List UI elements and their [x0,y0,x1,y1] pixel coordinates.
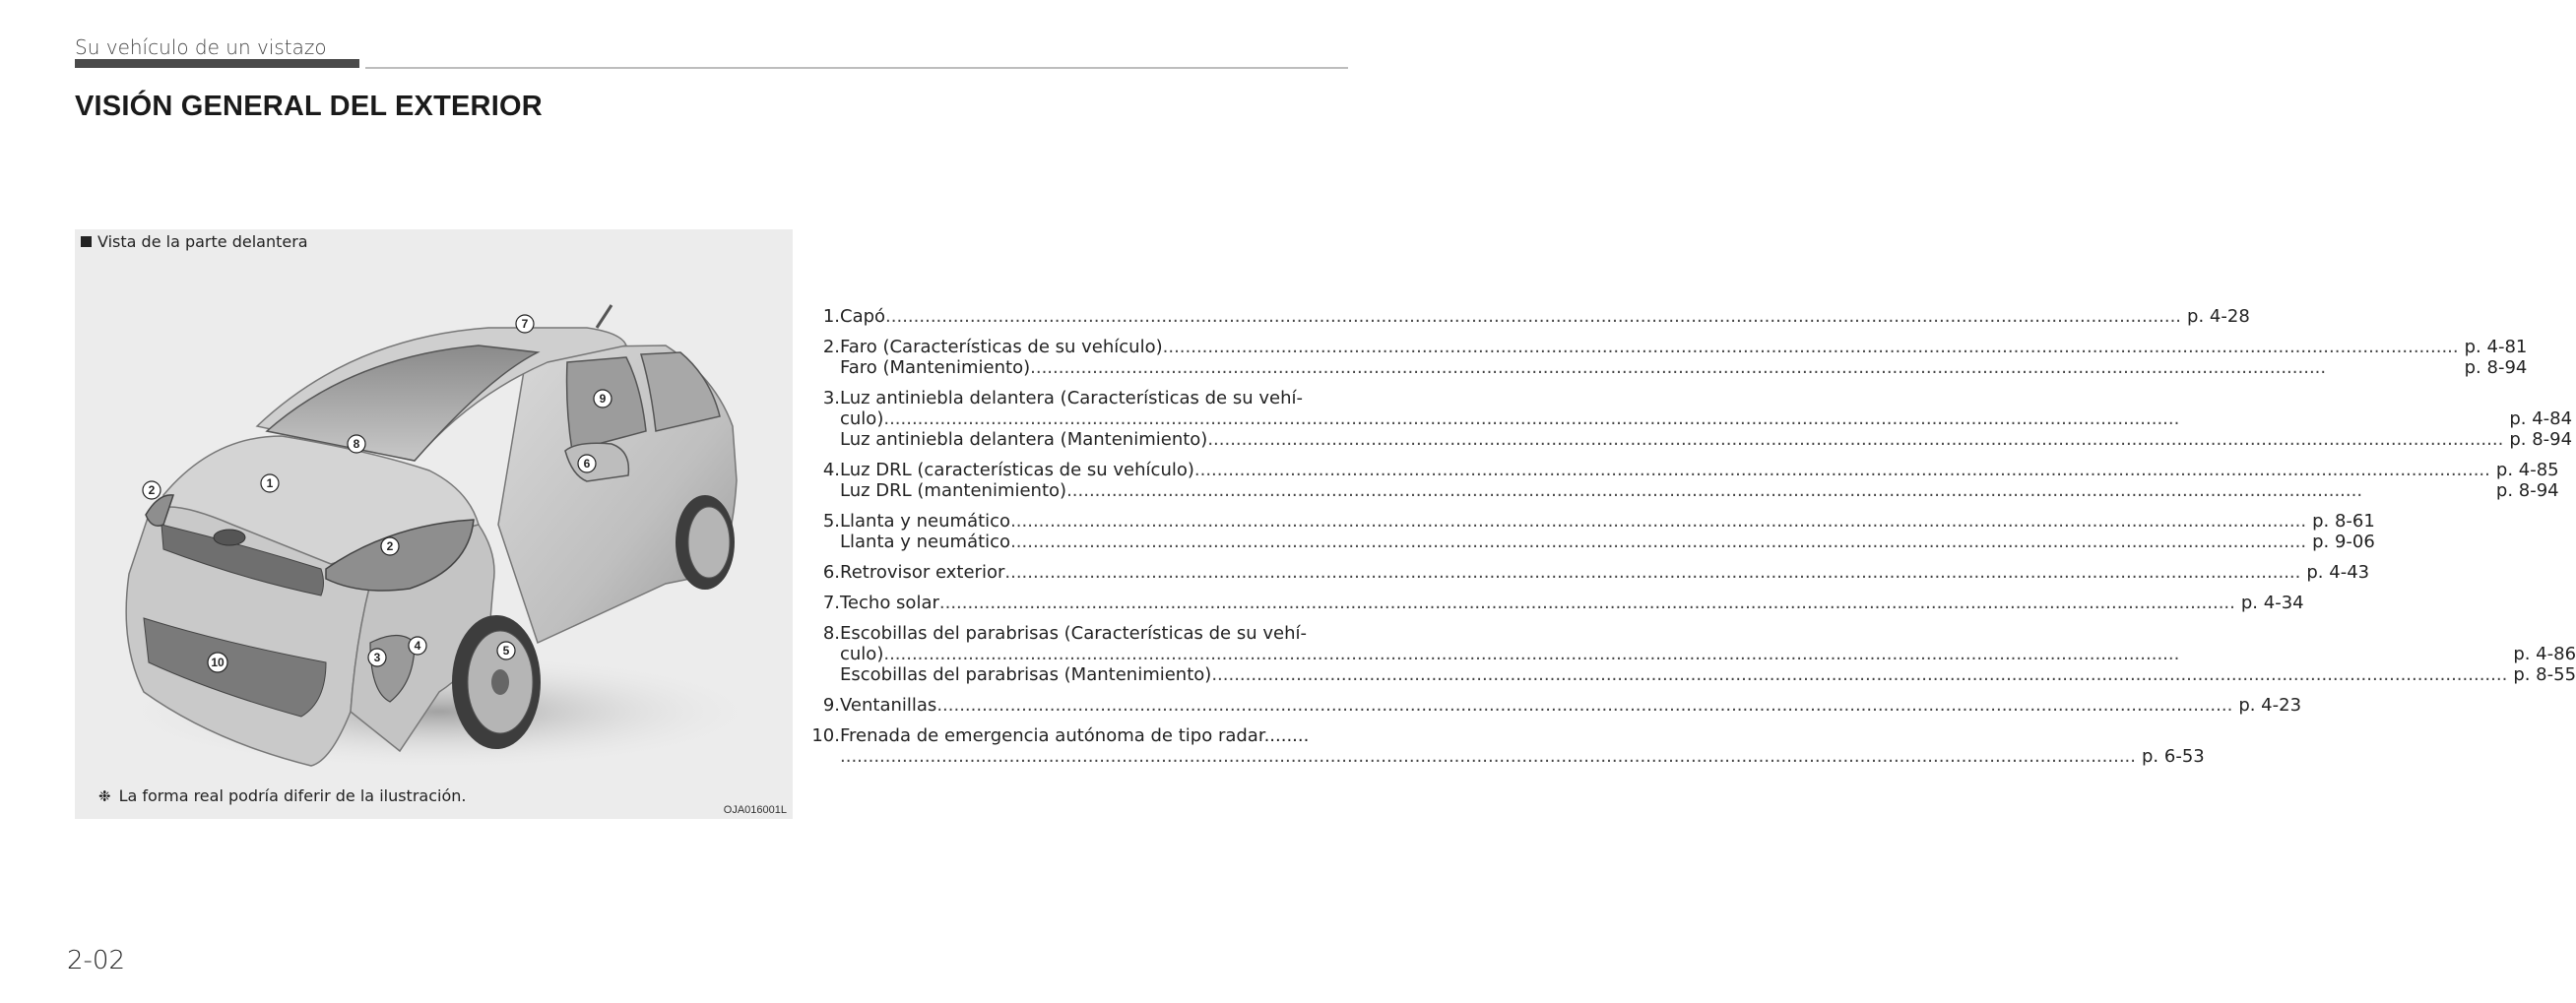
index-item-number: 6. [822,562,840,583]
index-item-label: Capó [840,306,886,327]
index-item-label: Ventanillas [840,695,937,716]
svg-text:2: 2 [386,539,394,553]
index-item-page-ref: p. 8-94 [2509,429,2573,450]
callout-3 [368,649,386,666]
index-item-label: Luz antiniebla delantera (Mantenimiento) [840,429,1208,450]
dot-leader [1194,460,2490,480]
figure-note-text: La forma real podría diferir de la ilustración. [118,786,467,805]
index-item-number: 4. [822,460,840,480]
index-item-number: 1. [822,306,840,327]
index-item-line [840,460,2559,480]
index-item-line [840,532,2375,552]
index-item-label: Luz DRL (mantenimiento) [840,480,1067,501]
index-item-label: Llanta y neumático [840,532,1011,552]
dot-leader [1207,429,2503,450]
svg-text:10: 10 [211,656,225,669]
index-item-line [840,429,2572,450]
index-item-number: 8. [822,623,840,644]
exterior-figure [75,229,793,819]
index-item-label: Frenada de emergencia autónoma de tipo radar........ [840,725,1310,746]
index-item-line [840,337,2527,357]
index-item-line [840,388,2572,408]
index-item [805,623,2576,685]
svg-text:6: 6 [583,457,591,470]
figure-caption-text: Vista de la parte delantera [97,232,308,251]
callout-6 [578,455,596,472]
index-item-line [840,623,2576,644]
index-item-line [840,644,2576,664]
index-item-line [840,306,2250,327]
index-item-label: Faro (Características de su vehículo) [840,337,1163,357]
callout-4 [409,637,426,655]
callout-5 [497,642,515,659]
index-item-label: culo) [840,408,884,429]
antenna [597,305,612,328]
index-item-line [840,725,2205,746]
index-item-line [840,664,2576,685]
index-item-line [840,746,2205,767]
figure-note [98,786,466,805]
index-item-label: Luz antiniebla delantera (Características de su vehí- [840,388,1303,408]
index-item [805,460,2559,501]
dot-leader [1004,562,2300,583]
parts-index-list [805,306,2576,777]
svg-text:1: 1 [266,476,274,490]
svg-text:7: 7 [521,317,529,331]
index-item-number: 7. [822,593,840,613]
index-item [805,562,2370,583]
index-item-label: Llanta y neumático [840,511,1011,532]
index-item-label: Retrovisor exterior [840,562,1005,583]
index-item-number: 3. [822,388,840,408]
index-item-page-ref: p. 4-23 [2238,695,2302,716]
page-title: VISIÓN GENERAL DEL EXTERIOR [75,91,543,122]
index-item [805,337,2528,378]
index-item-page-ref: p. 4-43 [2306,562,2370,583]
index-item-page-ref: p. 8-55 [2513,664,2576,685]
svg-text:8: 8 [353,437,360,451]
index-item-label: Techo solar [840,593,939,613]
index-item-line [840,562,2369,583]
index-item [805,388,2573,450]
index-item-page-ref: p. 9-06 [2312,532,2375,552]
index-item-label: Escobillas del parabrisas (Características de su vehí- [840,623,1307,644]
svg-text:4: 4 [414,639,421,653]
index-item [805,695,2302,716]
dot-leader [883,408,2503,429]
index-item-page-ref: p. 4-34 [2240,593,2304,613]
callout-10 [208,653,227,672]
svg-text:3: 3 [373,651,381,664]
index-item-line [840,357,2527,378]
kia-logo-icon [214,530,245,545]
dot-leader [840,746,2136,767]
svg-text:9: 9 [599,392,607,406]
index-item-label: Faro (Mantenimiento) [840,357,1031,378]
section-label: Su vehículo de un vistazo [75,35,327,59]
svg-text:5: 5 [502,644,510,658]
index-item [805,511,2375,552]
callout-8 [348,435,365,453]
dot-leader [936,695,2232,716]
dot-leader [1030,357,2459,378]
dot-leader [939,593,2235,613]
figure-code: OJA016001L [723,804,787,816]
index-item-page-ref: p. 8-94 [2495,480,2559,501]
index-item-number: 2. [822,337,840,357]
index-item-line [840,408,2572,429]
dot-leader [1010,511,2306,532]
dot-leader [1211,664,2507,685]
dot-leader [885,306,2181,327]
index-item-label: Escobillas del parabrisas (Mantenimiento) [840,664,1212,685]
index-item [805,306,2250,327]
callout-1 [261,474,279,492]
index-item-label: culo) [840,644,884,664]
index-item-line [840,593,2304,613]
index-item-number: 5. [822,511,840,532]
index-item-page-ref: p. 4-85 [2495,460,2559,480]
page-number: 2-02 [67,946,126,975]
header-rule-dark [75,59,359,68]
front-wheel-hub [491,669,509,695]
dot-leader [883,644,2507,664]
rear-wheel-rim [688,507,730,578]
index-item-page-ref: p. 4-81 [2464,337,2528,357]
callout-2-right [381,537,399,555]
car-illustration [75,229,793,819]
index-item-page-ref: p. 4-28 [2187,306,2250,327]
callout-9 [594,390,612,407]
index-item-line [840,511,2375,532]
asterisk-icon: ❉ [98,787,111,805]
index-item-page-ref: p. 6-53 [2142,746,2205,767]
index-item-page-ref: p. 4-86 [2513,644,2576,664]
index-item-page-ref: p. 8-61 [2312,511,2375,532]
callout-2-left [143,481,161,499]
index-item-number: 10. [811,725,840,746]
dot-leader [1163,337,2459,357]
index-item-label: Luz DRL (características de su vehículo) [840,460,1194,480]
dot-leader [1066,480,2490,501]
dot-leader [1010,532,2306,552]
svg-text:2: 2 [148,483,156,497]
index-item [805,593,2304,613]
header-rule-light [365,67,1348,69]
index-item-line [840,480,2559,501]
index-item-line [840,695,2301,716]
index-item-number: 9. [822,695,840,716]
index-item [805,725,2205,767]
index-item-page-ref: p. 8-94 [2464,357,2528,378]
callout-7 [516,315,534,333]
index-item-page-ref: p. 4-84 [2509,408,2573,429]
